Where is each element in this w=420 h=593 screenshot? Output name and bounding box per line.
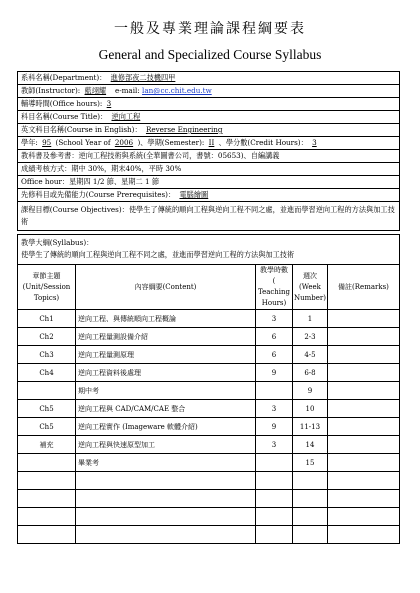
instructor-value: 藍翊耀 xyxy=(84,86,107,95)
hours-cell: 6 xyxy=(256,346,293,364)
hours-cell xyxy=(256,508,293,526)
schedule-body xyxy=(18,310,400,544)
table-row xyxy=(18,346,400,364)
table-row xyxy=(18,454,400,472)
remarks-cell xyxy=(327,526,399,544)
remarks-header: 備註(Remarks) xyxy=(327,265,399,310)
grading-row xyxy=(18,163,400,176)
table-row xyxy=(18,526,400,544)
content-cell: 逆向工程與 CAD/CAM/CAE 整合 xyxy=(76,400,256,418)
unit-cell: 補充 xyxy=(18,436,76,454)
year-semester-row xyxy=(18,137,400,150)
semester-label: )、學期(Semester): xyxy=(137,138,205,147)
page-title: 一般及專業理論課程綱要表 xyxy=(114,21,306,37)
prerequisites-row xyxy=(18,189,400,202)
table-row xyxy=(18,436,400,454)
week-cell xyxy=(293,472,328,490)
hours-cell xyxy=(256,454,293,472)
office-hours-value: 3 xyxy=(106,99,112,108)
content-cell: 畢業考 xyxy=(76,454,256,472)
remarks-cell xyxy=(327,472,399,490)
course-title-label: 科目名稱(Course Title)： xyxy=(21,112,108,121)
table-row xyxy=(18,328,400,346)
prerequisites-label: 先修科目或先備能力(Course Prerequisites)： xyxy=(21,190,176,199)
unit-cell: Ch5 xyxy=(18,400,76,418)
week-cell: 6-8 xyxy=(293,364,328,382)
course-english-row xyxy=(18,124,400,137)
hours-cell: 3 xyxy=(256,310,293,328)
office-hours-row xyxy=(18,98,400,111)
credit-value: 3 xyxy=(312,138,317,147)
hours-header: 教學時數 ( Teaching Hours) xyxy=(256,265,293,310)
hours-cell xyxy=(256,490,293,508)
office-hours-label: 輔導時間(Office hours): xyxy=(21,99,103,108)
table-row xyxy=(18,508,400,526)
instructor-label: 教師(Instructor): xyxy=(21,86,81,95)
year-value: 95 xyxy=(42,138,52,147)
office-hour-detail-text: Office hour：星期四 1/2 節、星期二 1 節 xyxy=(18,176,400,189)
hours-cell: 3 xyxy=(256,436,293,454)
unit-cell xyxy=(18,490,76,508)
unit-cell xyxy=(18,454,76,472)
hours-cell xyxy=(256,472,293,490)
week-cell xyxy=(293,508,328,526)
hours-cell xyxy=(256,382,293,400)
objectives-text: 課程目標(Course Objectives)：使學生了傳統的順向工程與逆向工程不同之處，並進而學習逆向工程的方法與加工技術 xyxy=(18,202,400,231)
unit-cell xyxy=(18,508,76,526)
content-cell xyxy=(76,508,256,526)
remarks-cell xyxy=(327,436,399,454)
week-cell xyxy=(293,490,328,508)
table-row xyxy=(18,490,400,508)
course-info-table xyxy=(17,71,400,231)
course-title-row xyxy=(18,111,400,124)
textbook-text: 教科書及參考書：逆向工程技術與系統(全華圖書公司，書號：05653)、自編講義 xyxy=(18,150,400,163)
hours-cell: 3 xyxy=(256,400,293,418)
remarks-cell xyxy=(327,400,399,418)
content-cell: 逆向工程、與傳統順向工程概論 xyxy=(76,310,256,328)
table-row xyxy=(18,472,400,490)
course-title-value: 逆向工程 xyxy=(111,112,141,121)
table-row xyxy=(18,310,400,328)
content-cell xyxy=(76,526,256,544)
prerequisites-value: 電腦繪圖 xyxy=(179,190,209,199)
remarks-cell xyxy=(327,382,399,400)
school-year-value: 2006 xyxy=(114,138,134,147)
remarks-cell xyxy=(327,490,399,508)
grading-text: 成績考核方式：期中 30%，期末40%，平時 30% xyxy=(18,163,400,176)
syllabus-text: 使學生了傳統的順向工程與逆向工程不同之處，並進而學習逆向工程的方法與加工技術 xyxy=(21,250,295,259)
syllabus-heading: 教學大綱(Syllabus)： xyxy=(21,238,94,247)
table-row xyxy=(18,418,400,436)
schedule-table xyxy=(17,264,400,544)
content-header: 內容綱要(Content) xyxy=(76,265,256,310)
table-row xyxy=(18,400,400,418)
week-cell: 15 xyxy=(293,454,328,472)
hours-cell: 9 xyxy=(256,364,293,382)
week-cell: 2-3 xyxy=(293,328,328,346)
remarks-cell xyxy=(327,418,399,436)
unit-cell xyxy=(18,472,76,490)
week-cell: 1 xyxy=(293,310,328,328)
week-cell: 9 xyxy=(293,382,328,400)
textbook-row xyxy=(18,150,400,163)
instructor-row xyxy=(18,85,400,98)
week-header: 週次 (Week Number) xyxy=(293,265,328,310)
remarks-cell xyxy=(327,328,399,346)
syllabus-section xyxy=(17,234,400,264)
week-cell: 10 xyxy=(293,400,328,418)
unit-cell xyxy=(18,382,76,400)
unit-cell: Ch5 xyxy=(18,418,76,436)
credit-label: 、學分數(Credit Hours)： xyxy=(218,138,308,147)
department-label: 系科名稱(Department)： xyxy=(21,73,107,82)
objectives-row xyxy=(18,202,400,231)
unit-cell: Ch1 xyxy=(18,310,76,328)
school-year-label: (School Year of xyxy=(55,138,111,147)
department-row xyxy=(18,72,400,85)
remarks-cell xyxy=(327,508,399,526)
remarks-cell xyxy=(327,454,399,472)
week-cell: 11-13 xyxy=(293,418,328,436)
course-english-label: 英文科目名稱(Course in English)： xyxy=(21,125,142,134)
semester-value: II xyxy=(208,138,215,147)
year-label: 學年: xyxy=(21,138,38,147)
table-row xyxy=(18,364,400,382)
remarks-cell xyxy=(327,364,399,382)
content-cell: 期中考 xyxy=(76,382,256,400)
unit-cell: Ch3 xyxy=(18,346,76,364)
email-label: e-mail: xyxy=(114,86,140,95)
remarks-cell xyxy=(327,346,399,364)
week-cell: 14 xyxy=(293,436,328,454)
hours-cell: 6 xyxy=(256,328,293,346)
content-cell xyxy=(76,472,256,490)
content-cell: 逆向工程量測設備介紹 xyxy=(76,328,256,346)
content-cell: 逆向工程實作 (Imageware 軟體介紹) xyxy=(76,418,256,436)
unit-cell xyxy=(18,526,76,544)
email-link[interactable]: lan@cc.chit.edu.tw xyxy=(142,86,212,95)
content-cell: 逆向工程資料後處理 xyxy=(76,364,256,382)
content-cell: 逆向工程與快速原型加工 xyxy=(76,436,256,454)
week-cell xyxy=(293,526,328,544)
remarks-cell xyxy=(327,310,399,328)
unit-cell: Ch4 xyxy=(18,364,76,382)
hours-cell: 9 xyxy=(256,418,293,436)
week-cell: 4-5 xyxy=(293,346,328,364)
course-english-value: Reverse Engineering xyxy=(145,125,223,134)
unit-cell: Ch2 xyxy=(18,328,76,346)
office-hour-detail-row xyxy=(18,176,400,189)
schedule-header-row xyxy=(18,265,400,310)
table-row xyxy=(18,382,400,400)
content-cell: 逆向工程量測原理 xyxy=(76,346,256,364)
page-title-english: General and Specialized Course Syllabus xyxy=(98,47,322,62)
unit-header: 章節主題 (Unit/Session Topics) xyxy=(18,265,76,310)
content-cell xyxy=(76,490,256,508)
hours-cell xyxy=(256,526,293,544)
department-value: 進修部夜二技機四甲 xyxy=(110,73,176,82)
